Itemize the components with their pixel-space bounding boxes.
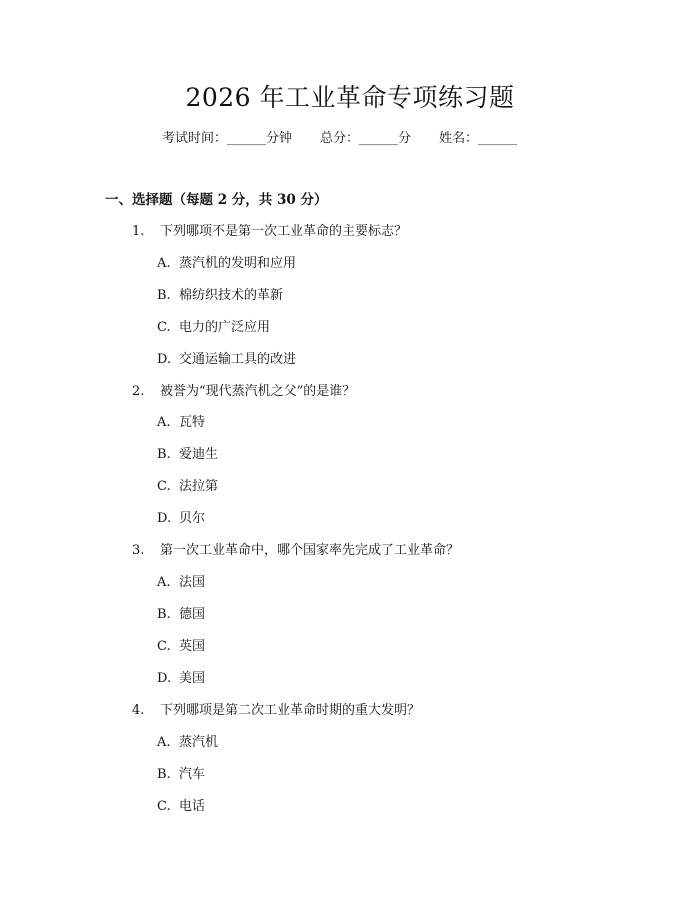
question-number: 3.	[132, 543, 145, 558]
exam-info-line	[162, 129, 517, 149]
option-text: 瓦特	[179, 415, 206, 430]
total-score-blank: ______	[359, 131, 399, 146]
question-2-option-a	[157, 412, 205, 434]
question-4-option-b	[157, 764, 205, 786]
option-letter: C.	[157, 799, 171, 814]
option-text: 蒸汽机	[179, 735, 219, 750]
option-text: 美国	[179, 671, 206, 686]
option-text: 电力的广泛应用	[179, 320, 271, 335]
option-letter: B.	[157, 288, 171, 303]
option-text: 法国	[179, 575, 206, 590]
exam-time-blank: ______	[227, 131, 267, 146]
total-score-label: 总分：	[320, 131, 360, 146]
option-letter: A.	[157, 256, 171, 271]
page-title: 2026 年工业革命专项练习题	[185, 83, 515, 112]
student-name-field	[439, 129, 517, 149]
question-3	[132, 540, 459, 562]
student-name-label: 姓名：	[439, 131, 479, 146]
option-letter: B.	[157, 607, 171, 622]
question-3-option-a	[157, 572, 205, 594]
option-text: 德国	[179, 607, 206, 622]
total-score-unit: 分	[398, 131, 412, 146]
question-number: 4.	[132, 703, 145, 718]
total-score-field	[320, 129, 411, 149]
option-text: 交通运输工具的改进	[179, 352, 297, 367]
question-text: 第一次工业革命中，哪个国家率先完成了工业革命？	[160, 543, 460, 558]
question-2	[132, 381, 355, 403]
option-letter: C.	[157, 320, 171, 335]
question-number: 1.	[132, 224, 145, 239]
question-4-option-c	[157, 796, 205, 818]
question-text: 被誉为“现代蒸汽机之父”的是谁？	[160, 384, 356, 399]
option-letter: A.	[157, 735, 171, 750]
option-letter: A.	[157, 575, 171, 590]
question-3-option-d	[157, 668, 205, 690]
question-3-option-b	[157, 604, 205, 626]
question-4-option-a	[157, 732, 218, 754]
option-text: 蒸汽机的发明和应用	[179, 256, 297, 271]
option-text: 法拉第	[179, 479, 219, 494]
option-letter: B.	[157, 767, 171, 782]
option-letter: D.	[157, 511, 172, 526]
option-text: 贝尔	[179, 511, 206, 526]
question-1-option-d	[157, 349, 296, 371]
question-1-option-b	[157, 285, 283, 307]
question-1-option-c	[157, 317, 270, 339]
option-letter: D.	[157, 671, 172, 686]
option-letter: D.	[157, 352, 172, 367]
question-2-option-c	[157, 476, 218, 498]
question-2-option-d	[157, 508, 205, 530]
option-text: 爱迪生	[179, 447, 219, 462]
option-text: 英国	[179, 639, 206, 654]
question-text: 下列哪项是第二次工业革命时期的重大发明？	[160, 703, 421, 718]
option-letter: C.	[157, 479, 171, 494]
exam-time-unit: 分钟	[266, 131, 293, 146]
option-text: 电话	[179, 799, 206, 814]
question-3-option-c	[157, 636, 205, 658]
option-letter: C.	[157, 639, 171, 654]
question-number: 2.	[132, 384, 145, 399]
option-letter: A.	[157, 415, 171, 430]
option-letter: B.	[157, 447, 171, 462]
option-text: 棉纺织技术的革新	[179, 288, 284, 303]
section-heading: 一、选择题（每题 2 分，共 30 分）	[105, 192, 328, 208]
exam-time-label: 考试时间：	[162, 131, 228, 146]
question-2-option-b	[157, 444, 218, 466]
question-1	[132, 221, 407, 243]
student-name-blank: ______	[478, 131, 518, 146]
question-1-option-a	[157, 253, 296, 275]
exam-time-field	[162, 129, 292, 149]
question-4	[132, 700, 420, 722]
option-text: 汽车	[179, 767, 206, 782]
question-text: 下列哪项不是第一次工业革命的主要标志？	[160, 224, 408, 239]
